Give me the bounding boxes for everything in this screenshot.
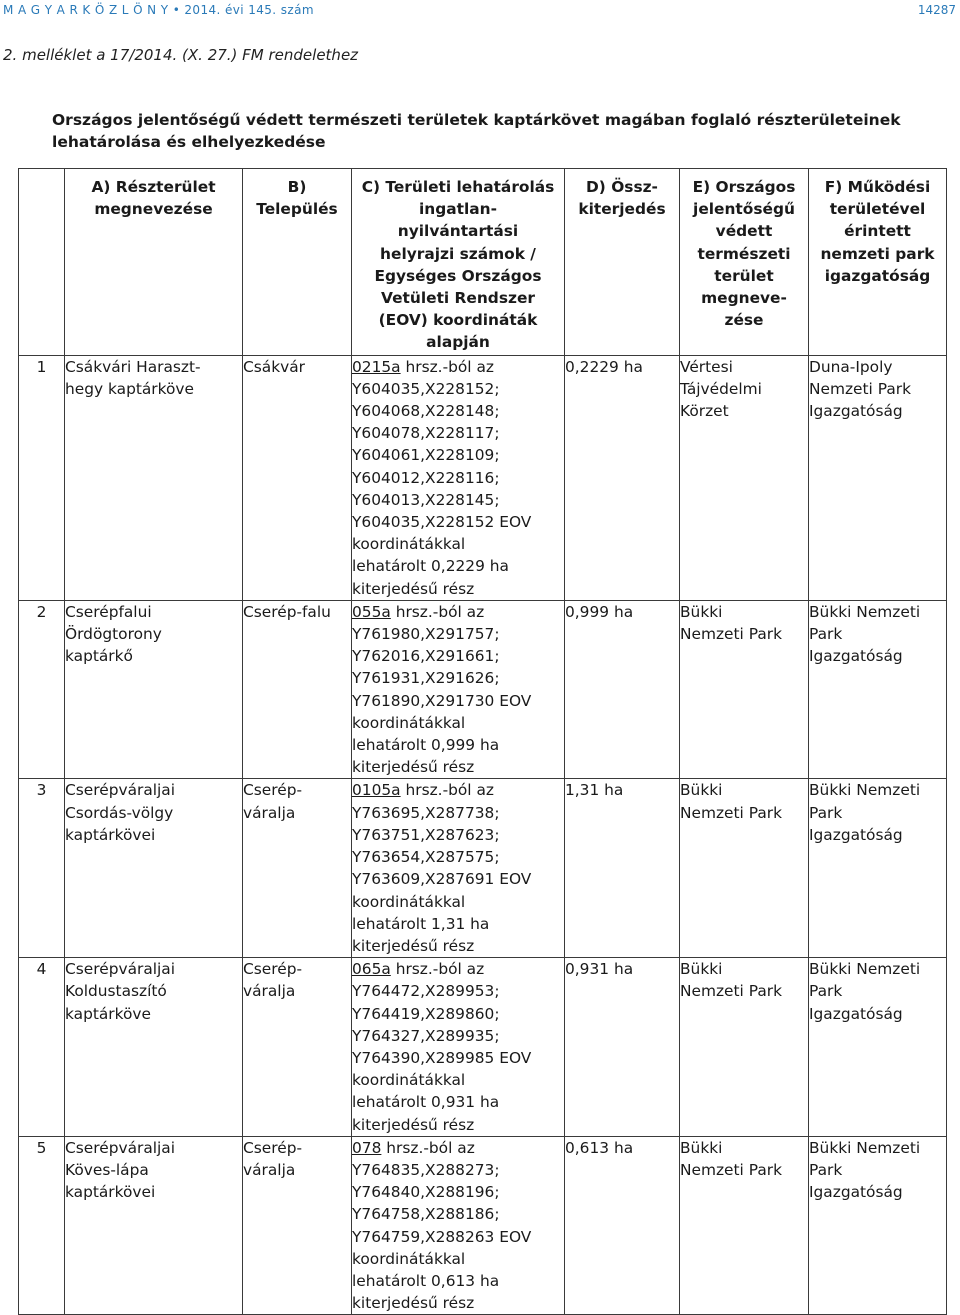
header-line: Vetületi Rendszer bbox=[381, 289, 535, 308]
boundary-text: hrsz.-ból az bbox=[381, 1138, 475, 1157]
directorate-line: Igazgatóság bbox=[809, 402, 903, 421]
header-line: megnevezése bbox=[94, 200, 213, 219]
col-number-header bbox=[19, 169, 65, 356]
boundary-line: Y764327,X289935; bbox=[352, 1026, 500, 1045]
total-area: 0,931 ha bbox=[565, 958, 680, 1137]
boundary-line: Y604068,X228148; bbox=[352, 402, 500, 421]
header-line: természeti bbox=[697, 244, 791, 263]
national-park-directorate bbox=[809, 779, 947, 958]
table-row bbox=[19, 600, 947, 779]
boundary-text: hrsz.-ból az bbox=[390, 602, 485, 621]
directorate-line: Duna-Ipoly bbox=[809, 357, 893, 376]
protected-area-name bbox=[680, 779, 809, 958]
parcel-number: 078 bbox=[352, 1138, 382, 1157]
subarea-name bbox=[65, 1136, 243, 1315]
subarea-name-line: kaptárköve bbox=[65, 1004, 151, 1023]
header-line: érintett bbox=[844, 222, 911, 241]
boundary-line: Y764835,X288273; bbox=[352, 1160, 500, 1179]
col-name-header bbox=[65, 169, 243, 356]
directorate-line: Park bbox=[809, 803, 843, 822]
boundary-description bbox=[352, 958, 565, 1137]
row-number: 3 bbox=[19, 779, 65, 958]
boundary-line: koordinátákkal bbox=[352, 535, 466, 554]
boundary-line bbox=[352, 779, 564, 801]
total-area: 0,2229 ha bbox=[565, 355, 680, 600]
protected-area-line: Bükki bbox=[680, 781, 723, 800]
total-area: 0,613 ha bbox=[565, 1136, 680, 1315]
boundary-line: kiterjedésű rész bbox=[352, 1294, 475, 1313]
col-town-header bbox=[243, 169, 352, 356]
subarea-name-line: Köves-lápa bbox=[65, 1160, 149, 1179]
protected-area-line: Nemzeti Park bbox=[680, 803, 782, 822]
directorate-line: Igazgatóság bbox=[809, 1183, 903, 1202]
boundary-line: Y764419,X289860; bbox=[352, 1004, 500, 1023]
col-region-header bbox=[680, 169, 809, 356]
boundary-line: lehatárolt 0,999 ha bbox=[352, 736, 500, 755]
directorate-line: Bükki Nemzeti bbox=[809, 1138, 921, 1157]
boundary-line: Y604035,X228152 EOV bbox=[352, 513, 532, 532]
row-number: 1 bbox=[19, 355, 65, 600]
settlement-line: Cserép-falu bbox=[243, 602, 331, 621]
protected-area-name bbox=[680, 1136, 809, 1315]
national-park-directorate bbox=[809, 355, 947, 600]
parcel-number: 0215a bbox=[352, 357, 401, 376]
row-number: 4 bbox=[19, 958, 65, 1137]
total-area: 1,31 ha bbox=[565, 779, 680, 958]
directorate-line: Nemzeti Park bbox=[809, 379, 911, 398]
subarea-name-line: Cserépváraljai bbox=[65, 960, 176, 979]
total-area: 0,999 ha bbox=[565, 600, 680, 779]
protected-area-line: Nemzeti Park bbox=[680, 625, 782, 644]
table-row bbox=[19, 355, 947, 600]
page-number: 14287 bbox=[917, 3, 956, 17]
boundary-line: koordinátákkal bbox=[352, 1249, 466, 1268]
directorate-line: Bükki Nemzeti bbox=[809, 960, 921, 979]
settlement bbox=[243, 355, 352, 600]
boundary-text: hrsz.-ból az bbox=[400, 781, 494, 800]
settlement-line: váralja bbox=[243, 1160, 296, 1179]
directorate-line: Igazgatóság bbox=[809, 647, 903, 666]
document-title bbox=[52, 109, 932, 153]
header-line: alapján bbox=[426, 333, 490, 352]
protected-area-name bbox=[680, 958, 809, 1137]
national-park-directorate bbox=[809, 958, 947, 1137]
subarea-name-line: Cserépfalui bbox=[65, 602, 152, 621]
boundary-line: Y604013,X228145; bbox=[352, 490, 500, 509]
boundary-line: lehatárolt 0,931 ha bbox=[352, 1093, 500, 1112]
boundary-description bbox=[352, 779, 565, 958]
subarea-name-line: Cserépváraljai bbox=[65, 1138, 176, 1157]
national-park-directorate bbox=[809, 600, 947, 779]
boundary-description bbox=[352, 355, 565, 600]
boundary-line bbox=[352, 1137, 564, 1159]
subarea-name-line: Ördögtorony bbox=[65, 625, 162, 644]
subarea-name-line: kaptárkövei bbox=[65, 825, 156, 844]
settlement-line: Csákvár bbox=[243, 357, 305, 376]
table-row bbox=[19, 958, 947, 1137]
parcel-number: 055a bbox=[352, 602, 391, 621]
col-boundary-header bbox=[352, 169, 565, 356]
header-line: E) Országos bbox=[692, 178, 796, 196]
parcel-number: 0105a bbox=[352, 781, 401, 800]
boundary-line: kiterjedésű rész bbox=[352, 936, 475, 955]
boundary-line: koordinátákkal bbox=[352, 892, 466, 911]
header-line: jelentőségű bbox=[693, 200, 795, 219]
col-area-header bbox=[565, 169, 680, 356]
boundary-line: Y764472,X289953; bbox=[352, 982, 500, 1001]
boundary-line: Y763695,X287738; bbox=[352, 803, 500, 822]
boundary-line: kiterjedésű rész bbox=[352, 758, 475, 777]
header-line: Egységes Országos bbox=[374, 266, 542, 285]
title-line: Országos jelentőségű védett természeti területek kaptárkövet magában foglaló részterületeinek bbox=[52, 111, 901, 129]
subarea-name bbox=[65, 600, 243, 779]
protected-area-line: Körzet bbox=[680, 402, 729, 421]
directorate-line: Igazgatóság bbox=[809, 1004, 903, 1023]
protected-area-line: Nemzeti Park bbox=[680, 982, 782, 1001]
settlement-line: Cserép- bbox=[243, 781, 303, 800]
header-line: A) Részterület bbox=[91, 178, 216, 196]
boundary-line: Y604012,X228116; bbox=[352, 468, 500, 487]
annex-label: 2. melléklet a 17/2014. (X. 27.) FM rendelethez bbox=[3, 46, 359, 64]
boundary-line bbox=[352, 958, 564, 980]
boundary-line: Y761890,X291730 EOV bbox=[352, 691, 532, 710]
subarea-name bbox=[65, 355, 243, 600]
boundary-line: Y604061,X228109; bbox=[352, 446, 500, 465]
boundary-line: kiterjedésű rész bbox=[352, 1115, 475, 1134]
row-number: 2 bbox=[19, 600, 65, 779]
protected-areas-table bbox=[18, 168, 947, 1315]
settlement-line: váralja bbox=[243, 803, 296, 822]
boundary-line: Y761931,X291626; bbox=[352, 669, 500, 688]
table-row bbox=[19, 779, 947, 958]
boundary-line: Y764390,X289985 EOV bbox=[352, 1048, 532, 1067]
boundary-line: kiterjedésű rész bbox=[352, 579, 475, 598]
boundary-description bbox=[352, 600, 565, 779]
directorate-line: Igazgatóság bbox=[809, 825, 903, 844]
header-line: B) bbox=[287, 178, 307, 196]
header-line: (EOV) koordináták bbox=[378, 311, 538, 330]
col-park-header bbox=[809, 169, 947, 356]
parcel-number: 065a bbox=[352, 960, 391, 979]
protected-area-name bbox=[680, 600, 809, 779]
boundary-line: Y604035,X228152; bbox=[352, 379, 500, 398]
settlement bbox=[243, 1136, 352, 1315]
boundary-line bbox=[352, 356, 564, 378]
journal-header: M A G Y A R K Ö Z L Ö N Y • 2014. évi 145. szám bbox=[3, 3, 314, 17]
boundary-line: lehatárolt 0,613 ha bbox=[352, 1271, 500, 1290]
subarea-name-line: hegy kaptárköve bbox=[65, 379, 194, 398]
header-line: zése bbox=[724, 311, 764, 330]
boundary-description bbox=[352, 1136, 565, 1315]
header-line: C) Területi lehatárolás bbox=[361, 178, 555, 196]
boundary-text: hrsz.-ból az bbox=[390, 960, 485, 979]
boundary-line: Y763751,X287623; bbox=[352, 825, 500, 844]
header-line: helyrajzi számok / bbox=[380, 244, 536, 263]
boundary-line: koordinátákkal bbox=[352, 1071, 466, 1090]
boundary-line: Y764840,X288196; bbox=[352, 1183, 500, 1202]
table-body bbox=[19, 355, 947, 1315]
row-number: 5 bbox=[19, 1136, 65, 1315]
directorate-line: Park bbox=[809, 625, 843, 644]
header-line: F) Működési bbox=[824, 178, 931, 196]
directorate-line: Park bbox=[809, 1160, 843, 1179]
protected-area-line: Bükki bbox=[680, 960, 723, 979]
header-line: megneve- bbox=[701, 289, 787, 308]
boundary-line: Y763609,X287691 EOV bbox=[352, 870, 532, 889]
protected-area-line: Tájvédelmi bbox=[680, 379, 762, 398]
subarea-name-line: Koldustaszító bbox=[65, 982, 167, 1001]
boundary-line: lehatárolt 0,2229 ha bbox=[352, 557, 509, 576]
header-line: igazgatóság bbox=[824, 266, 931, 285]
header-line: területével bbox=[829, 200, 926, 219]
settlement-line: váralja bbox=[243, 982, 296, 1001]
settlement bbox=[243, 779, 352, 958]
header-line: ingatlan- bbox=[419, 200, 497, 219]
settlement bbox=[243, 600, 352, 779]
directorate-line: Park bbox=[809, 982, 843, 1001]
boundary-line: lehatárolt 1,31 ha bbox=[352, 914, 490, 933]
directorate-line: Bükki Nemzeti bbox=[809, 781, 921, 800]
settlement-line: Cserép- bbox=[243, 1138, 303, 1157]
subarea-name-line: kaptárkő bbox=[65, 647, 133, 666]
protected-area-line: Vértesi bbox=[680, 357, 733, 376]
national-park-directorate bbox=[809, 1136, 947, 1315]
boundary-line: koordinátákkal bbox=[352, 713, 466, 732]
header-line: D) Össz- bbox=[586, 178, 658, 196]
protected-area-line: Nemzeti Park bbox=[680, 1160, 782, 1179]
header-line: nyilvántartási bbox=[397, 222, 519, 241]
protected-area-line: Bükki bbox=[680, 1138, 723, 1157]
boundary-line: Y762016,X291661; bbox=[352, 647, 500, 666]
boundary-line: Y761980,X291757; bbox=[352, 625, 500, 644]
directorate-line: Bükki Nemzeti bbox=[809, 602, 921, 621]
boundary-line: Y764758,X288186; bbox=[352, 1205, 500, 1224]
header-line: nemzeti park bbox=[820, 244, 935, 263]
boundary-line: Y764759,X288263 EOV bbox=[352, 1227, 532, 1246]
subarea-name bbox=[65, 958, 243, 1137]
boundary-text: hrsz.-ból az bbox=[400, 357, 494, 376]
boundary-line bbox=[352, 601, 564, 623]
protected-area-line: Bükki bbox=[680, 602, 723, 621]
subarea-name-line: Csordás-völgy bbox=[65, 803, 174, 822]
subarea-name-line: Cserépváraljai bbox=[65, 781, 176, 800]
settlement-line: Cserép- bbox=[243, 960, 303, 979]
subarea-name-line: kaptárkövei bbox=[65, 1183, 156, 1202]
protected-area-name bbox=[680, 355, 809, 600]
header-line: védett bbox=[715, 222, 773, 241]
settlement bbox=[243, 958, 352, 1137]
header-line: kiterjedés bbox=[578, 200, 666, 219]
subarea-name bbox=[65, 779, 243, 958]
boundary-line: Y604078,X228117; bbox=[352, 424, 500, 443]
subarea-name-line: Csákvári Haraszt- bbox=[65, 357, 201, 376]
table-row bbox=[19, 1136, 947, 1315]
header-line: Település bbox=[256, 200, 338, 219]
boundary-line: Y763654,X287575; bbox=[352, 848, 500, 867]
title-line: lehatárolása és elhelyezkedése bbox=[52, 133, 326, 151]
header-line: terület bbox=[714, 266, 774, 285]
table-header-row bbox=[19, 169, 947, 356]
